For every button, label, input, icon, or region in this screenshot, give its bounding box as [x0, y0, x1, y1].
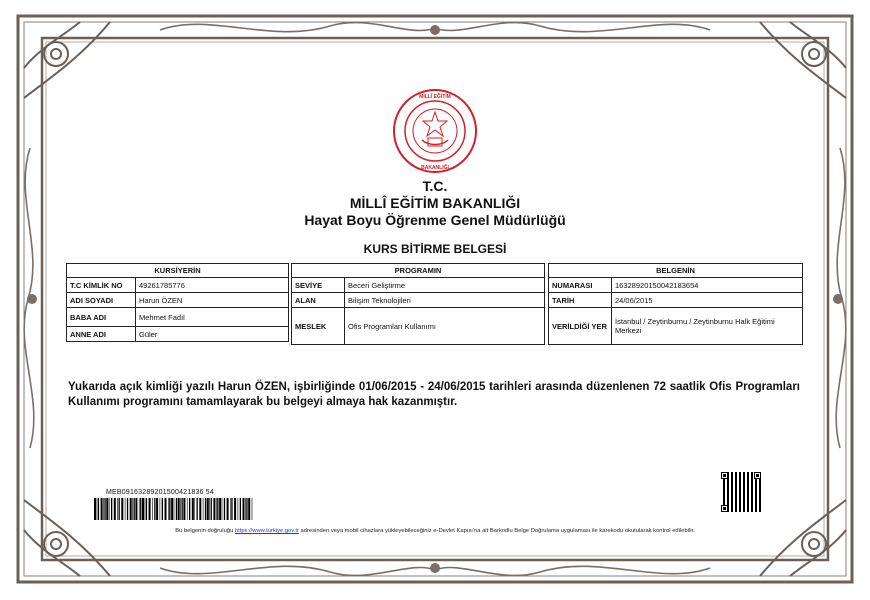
table-row: [67, 293, 289, 308]
table-row: [549, 308, 803, 345]
certificate-table: [548, 263, 803, 345]
qr-code-icon: [721, 472, 761, 512]
certificate-statement: Yukarıda açık kimliği yazılı Harun ÖZEN, işbirliğinde 01/06/2015 - 24/06/2015 tarihleri arasında düzenlenen 72 saatlik Ofis Programları Kullanımı programını tamamlayarak bu belgeyi almaya hak kazanmıştır.: [68, 381, 800, 408]
label-level: SEVİYE: [292, 278, 345, 293]
program-table: [291, 263, 545, 345]
tc-heading: T.C.: [422, 178, 448, 194]
ministry-seal-icon: [392, 88, 478, 174]
trainee-heading: KURSİYERİN: [67, 264, 289, 278]
turkiye-gov-link[interactable]: https://www.turkiye.gov.tr: [234, 528, 299, 534]
table-row: [67, 278, 289, 293]
label-field: ALAN: [292, 293, 345, 308]
value-profession: Ofis Programları Kullanımı: [345, 308, 545, 345]
label-issue-place: VERİLDİĞİ YER: [549, 308, 612, 345]
value-father-name: Mehmet Fadıl: [136, 308, 289, 327]
value-date: 24/06/2015: [612, 293, 803, 308]
value-level: Beceri Geliştirme: [345, 278, 545, 293]
value-mother-name: Güler: [136, 327, 289, 342]
table-row: [67, 308, 289, 327]
program-heading: PROGRAMIN: [292, 264, 545, 278]
table-row: [549, 278, 803, 293]
label-father-name: BABA ADI: [67, 308, 136, 327]
table-row: [292, 293, 545, 308]
value-id-number: 49261785776: [136, 278, 289, 293]
verification-footer: [0, 528, 870, 534]
ministry-heading: MİLLÎ EĞİTİM BAKANLIĞI: [349, 195, 521, 211]
label-id-number: T.C KİMLİK NO: [67, 278, 136, 293]
footer-prefix: Bu belgenin doğruluğu: [175, 528, 234, 534]
svg-text:BAKANLIĞI: BAKANLIĞI: [421, 165, 449, 171]
label-date: TARİH: [549, 293, 612, 308]
table-row: [549, 293, 803, 308]
certificate-heading: BELGENİN: [549, 264, 803, 278]
table-row: [67, 327, 289, 342]
directorate-heading: Hayat Boyu Öğrenme Genel Müdürlüğü: [304, 212, 566, 228]
table-row: [292, 278, 545, 293]
value-full-name: Harun ÖZEN: [136, 293, 289, 308]
value-field: Bilişim Teknolojileri: [345, 293, 545, 308]
value-issue-place: İstanbul / Zeytinburnu / Zeytinburnu Halk Eğitimi Merkezi: [612, 308, 803, 345]
label-profession: MESLEK: [292, 308, 345, 345]
trainee-table: [66, 263, 289, 342]
label-mother-name: ANNE ADI: [67, 327, 136, 342]
barcode-icon: [94, 498, 254, 520]
footer-suffix: adresinden veya mobil cihazlara yükleyebileceğiniz e-Devlet Kapısı'na ait Barkodlu Belge Doğrulama uygulaması ile karekodu okutularak kontrol edilebilir.: [300, 528, 695, 534]
svg-text:MİLLÎ EĞİTİM: MİLLÎ EĞİTİM: [419, 94, 451, 100]
barcode-number: MEB09163289201500421836 54: [106, 489, 214, 496]
value-cert-number: 16328920150042183654: [612, 278, 803, 293]
label-full-name: ADI SOYADI: [67, 293, 136, 308]
label-cert-number: NUMARASI: [549, 278, 612, 293]
document-title: KURS BİTİRME BELGESİ: [363, 242, 507, 256]
table-row: [292, 308, 545, 345]
